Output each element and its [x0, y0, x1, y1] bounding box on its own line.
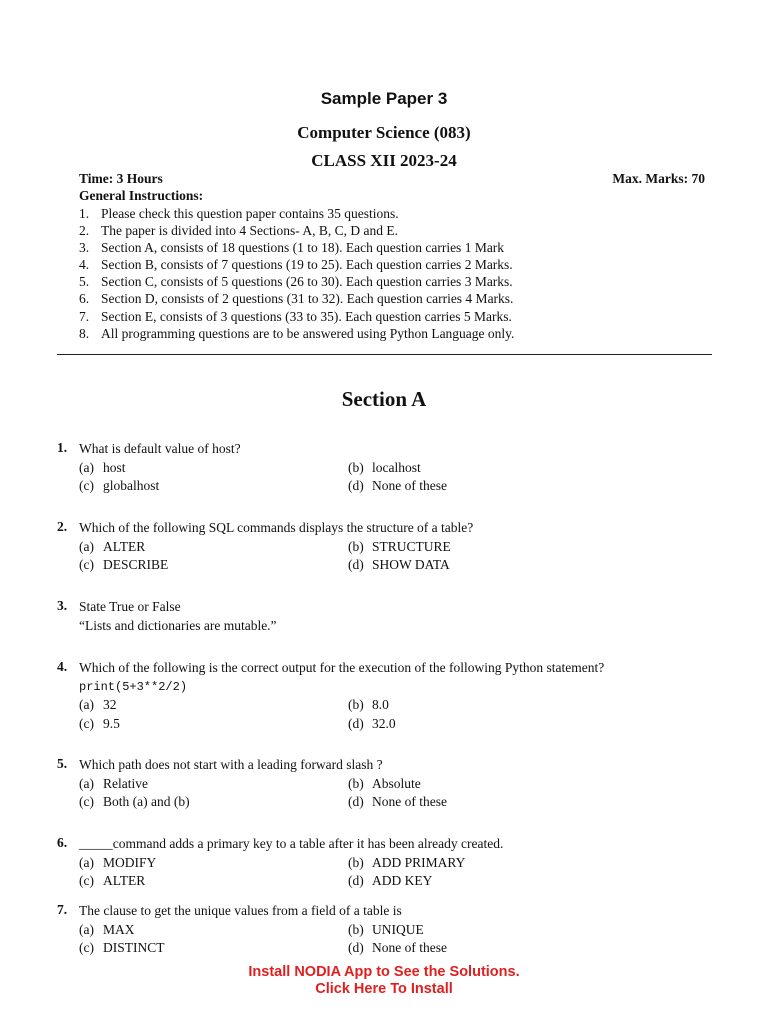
option-d: (d) None of these — [348, 478, 447, 494]
question-text: The clause to get the unique values from a field of a table is — [79, 903, 402, 918]
code-snippet: print(5+3**2/2) — [79, 679, 188, 694]
option-d: (d) SHOW DATA — [348, 557, 450, 573]
option-a: (a) Relative — [79, 775, 148, 791]
question-3 — [57, 598, 717, 635]
instruction-text: Section B, consists of 7 questions (19 to 25). Each question carries 2 Marks. — [101, 257, 513, 273]
option-d: (d) None of these — [348, 794, 447, 810]
subject-title: Computer Science (083) — [297, 123, 471, 142]
question-number: 2. — [57, 519, 68, 534]
promo-banner — [0, 964, 768, 998]
class-title: CLASS XII 2023-24 — [311, 151, 457, 170]
option-a: (a) ALTER — [79, 538, 146, 554]
instructions-heading: General Instructions: — [79, 188, 204, 203]
promo-install-text: Install NODIA App to See the Solutions. — [248, 964, 520, 980]
instruction-item — [79, 256, 514, 273]
instruction-item — [79, 239, 514, 256]
question-1 — [57, 440, 717, 496]
option-c: (c) Both (a) and (b) — [79, 794, 190, 810]
option-b: (b) STRUCTURE — [348, 538, 451, 554]
instruction-item — [79, 325, 514, 342]
instruction-text: Section E, consists of 3 questions (33 to 35). Each question carries 5 Marks. — [101, 308, 512, 324]
instruction-number: 4. — [79, 257, 90, 273]
instruction-number: 6. — [79, 291, 90, 307]
options — [79, 921, 717, 958]
question-text: _____command adds a primary key to a table after it has been already created. — [79, 836, 504, 851]
instruction-number: 2. — [79, 223, 90, 239]
max-marks: Max. Marks: 70 — [612, 171, 705, 186]
question-4 — [57, 659, 717, 734]
question-2 — [57, 519, 717, 575]
paper-title: Sample Paper 3 — [320, 89, 448, 108]
option-a: (a) MODIFY — [79, 854, 157, 870]
option-a: (a) host — [79, 459, 126, 475]
instruction-item — [79, 273, 514, 290]
instruction-item — [79, 308, 514, 325]
option-c: (c) globalhost — [79, 478, 160, 494]
instruction-item — [79, 290, 514, 307]
option-d: (d) 32.0 — [348, 716, 396, 732]
instruction-text: The paper is divided into 4 Sections- A, B, C, D and E. — [101, 223, 398, 239]
option-c: (c) ALTER — [79, 873, 146, 889]
instruction-text: Section A, consists of 18 questions (1 to 18). Each question carries 1 Mark — [101, 240, 505, 256]
option-c: (c) 9.5 — [79, 716, 120, 732]
option-b: (b) localhost — [348, 459, 421, 475]
question-number: 5. — [57, 756, 68, 771]
option-a: (a) 32 — [79, 697, 117, 713]
options — [79, 459, 717, 496]
question-6 — [57, 835, 717, 891]
question-number: 3. — [57, 598, 68, 613]
option-a: (a) MAX — [79, 921, 135, 937]
instructions-list — [79, 205, 514, 342]
option-d: (d) ADD KEY — [348, 873, 433, 889]
instruction-number: 7. — [79, 308, 90, 324]
question-text: State True or False — [79, 599, 181, 614]
instruction-number: 3. — [79, 240, 90, 256]
instruction-number: 8. — [79, 325, 90, 341]
question-text: Which of the following is the correct output for the execution of the following Python statement? — [79, 660, 605, 675]
question-text: Which of the following SQL commands displays the structure of a table? — [79, 520, 474, 535]
options — [79, 538, 717, 575]
option-c: (c) DISTINCT — [79, 940, 165, 956]
instruction-number: 5. — [79, 274, 90, 290]
instruction-text: Section D, consists of 2 questions (31 to 32). Each question carries 4 Marks. — [101, 291, 514, 307]
question-text: What is default value of host? — [79, 441, 241, 456]
question-number: 6. — [57, 835, 68, 850]
header-divider — [57, 354, 712, 355]
option-b: (b) Absolute — [348, 775, 421, 791]
instruction-text: Please check this question paper contains 35 questions. — [101, 206, 399, 221]
time-allowed: Time: 3 Hours — [79, 171, 163, 186]
instruction-number: 1. — [79, 206, 90, 221]
question-number: 7. — [57, 902, 68, 917]
option-c: (c) DESCRIBE — [79, 557, 169, 573]
question-number: 4. — [57, 659, 68, 674]
section-title: Section A — [341, 387, 427, 411]
question-number: 1. — [57, 440, 68, 455]
question-statement: “Lists and dictionaries are mutable.” — [79, 617, 277, 633]
instruction-item — [79, 205, 514, 222]
option-b: (b) ADD PRIMARY — [348, 854, 466, 870]
option-d: (d) None of these — [348, 940, 447, 956]
install-link[interactable]: Click Here To Install — [315, 981, 453, 997]
options — [79, 854, 717, 891]
option-b: (b) 8.0 — [348, 697, 389, 713]
instruction-item — [79, 222, 514, 239]
question-text: Which path does not start with a leading forward slash ? — [79, 757, 383, 772]
option-b: (b) UNIQUE — [348, 921, 424, 937]
instruction-text: All programming questions are to be answered using Python Language only. — [101, 325, 515, 341]
options — [79, 775, 717, 812]
instruction-text: Section C, consists of 5 questions (26 to 30). Each question carries 3 Marks. — [101, 274, 513, 290]
options — [79, 696, 717, 733]
question-7 — [57, 902, 717, 958]
question-5 — [57, 756, 717, 812]
